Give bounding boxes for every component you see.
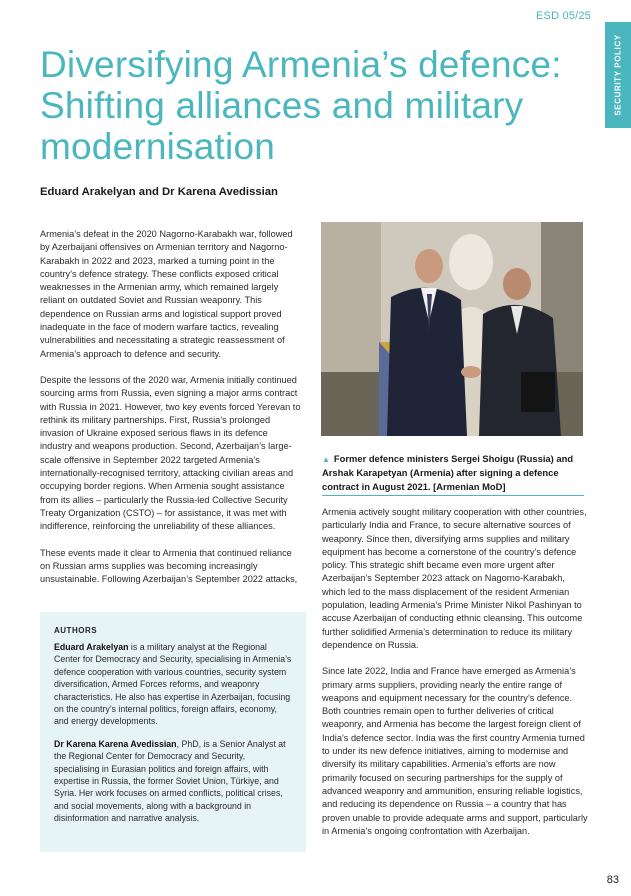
author-bio-text: is a military analyst at the Regional Center for Democracy and Security, specialising in Armenia’s defence cooperation with various countries, security system diversification, Armed Forces reforms, and weaponry characteristics. He also has expertise in Azerbaijan, focusing on the country’s internal politics, foreign affairs, economy, and energy developments. [54, 642, 292, 727]
authors-box [40, 612, 306, 852]
article-authors: Eduard Arakelyan and Dr Karena Avedissian [40, 186, 278, 198]
article-photo [321, 222, 583, 436]
caption-divider [322, 495, 584, 496]
author-bio-text: , PhD, is a Senior Analyst at the Regional Center for Democracy and Security, specialising in Eurasian politics and foreign affairs, with expertise in Russia, the former Soviet Union, Türkiye, and Syria. Her work focuses on armed conflicts, political crises, and social movements, along with a background in disinformation and narrative analysis. [54, 738, 286, 824]
body-left-column [40, 228, 302, 599]
section-tab [605, 22, 631, 128]
author-bio [54, 738, 292, 825]
article-title: Diversifying Armenia’s defence: Shifting alliances and military modernisation [40, 44, 562, 167]
caption-credit: [Armenian MoD] [433, 480, 506, 492]
page-number: 83 [606, 874, 619, 886]
photo-caption [322, 452, 582, 493]
caption-marker-icon: ▲ [322, 455, 330, 464]
section-tab-label: SECURITY POLICY [613, 34, 623, 116]
author-name: Dr Karena Karena Avedissian [54, 738, 177, 749]
author-bio [54, 641, 292, 728]
body-paragraph: Armenia actively sought military cooperation with other countries, particularly India and France, to secure alternative sources of weaponry. Since then, diversifying arms supplies and military equipment has become a cornerstone of the country’s defence policy. This strategic shift became even more urgent after Azerbaijan’s September 2023 attack on Nagorno-Karabakh, which led to the mass displacement of the resident Armenian population, leading Armenia’s Prime Minister Nikol Pashinyan to accuse Azerbaijan of conducting ethnic cleansing. This outcome further solidified Armenia’s determination to reduce its military dependence on Russia. [322, 507, 587, 650]
authors-box-heading: AUTHORS [54, 626, 98, 635]
body-paragraph: These events made it clear to Armenia that continued reliance on Russian arms supplies was becoming increasingly unsustainable. Following Azerbaijan’s September 2022 attacks, [40, 547, 298, 585]
body-paragraph: Since late 2022, India and France have emerged as Armenia’s primary arms suppliers, providing nearly the entire range of weapons and equipment necessary for the country’s defence. Both countries remain open to further deliveries of critical weaponry, and Armenia has become the largest foreign client of India’s defence sector. India was the first country Armenia turned to under its new defence initiatives, aiming to modernise and diversify its military capabilities. Armenia’s efforts are now primarily focused on securing partnerships for the supply of advanced weaponry and ammunition, ensuring reliable logistics, and reducing its dependence on Russia – a country that has proven unable to provide adequate arms and support, particularly in Armenia’s ongoing confrontation with Azerbaijan. [322, 666, 588, 836]
photo-illustration [321, 222, 583, 436]
body-right-column [322, 506, 590, 851]
author-name: Eduard Arakelyan [54, 642, 129, 652]
body-paragraph: Armenia’s defeat in the 2020 Nagorno-Karabakh war, followed by Azerbaijani offensives on Armenian territory and Nagorno-Karabakh in 2022 and 2023, marked a turning point in the country’s defence strategy. These conflicts exposed critical weaknesses in the Armenian army, which remained largely reliant on outdated Soviet and Russian weaponry. This dependence on Russian arms and logistical support proved inadequate in the face of modern warfare tactics, revealing vulnerabilities and necessitating a strategic reassessment of Armenia’s approach to defence and security. [40, 229, 293, 359]
caption-text: Former defence ministers Sergei Shoigu (Russia) and Arshak Karapetyan (Armenia) after signing a defence contract in August 2021. [322, 453, 574, 492]
body-paragraph: Despite the lessons of the 2020 war, Armenia initially continued sourcing arms from Russia, even signing a major arms contract with Russia in 2021. However, two key events forced Yerevan to rethink its military partnerships. First, Russia’s prolonged invasion of Ukraine exposed serious flaws in its defence industry and weapons production. Second, Azerbaijan’s large-scale offensive in September 2022 targeted Armenia’s internationally-recognised territory, attacking civilian areas and occupying border regions. When Armenia sought assistance from its allies – particularly the Russia-led Collective Security Treaty Organization (CSTO) – for assistance, it was met with indifference, reinforcing the unreliability of these alliances. [40, 374, 301, 532]
journal-tag: ESD 05/25 [536, 10, 592, 22]
